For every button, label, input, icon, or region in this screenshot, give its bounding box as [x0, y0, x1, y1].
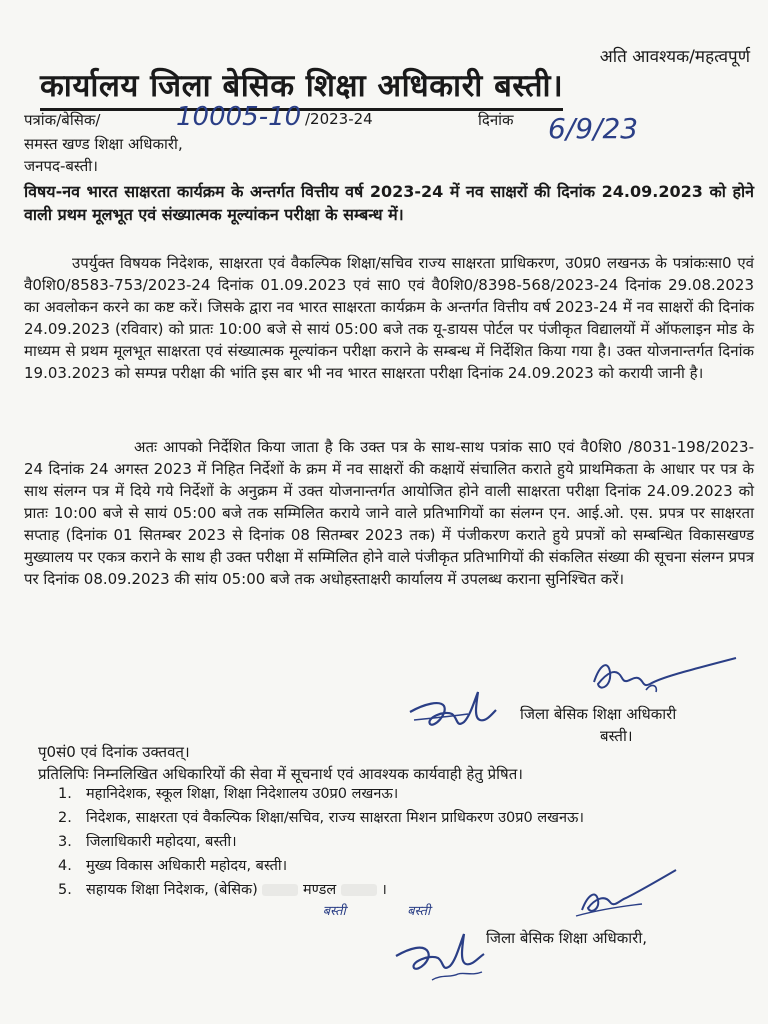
list-item-text: मुख्य विकास अधिकारी महोदय, बस्ती। [86, 858, 288, 874]
list-item-text: निदेशक, साक्षरता एवं वैकल्पिक शिक्षा/सचिव, राज्य साक्षरता मिशन प्राधिकरण उ0प्र0 लखनऊ। [86, 810, 584, 826]
list-item [58, 784, 748, 805]
handwritten-note-1: बस्ती [322, 904, 346, 919]
signatory-title: जिला बेसिक शिक्षा अधिकारी [520, 705, 677, 723]
list-item [58, 832, 748, 853]
list-item-text: सहायक शिक्षा निदेशक, (बेसिक) मण्डल । बस्ती बस्ती [86, 882, 431, 919]
signatory-place: बस्ती। [600, 727, 633, 745]
list-item [58, 808, 748, 829]
initials-signature-icon [572, 866, 682, 922]
list-item-text-tail: मण्डल [303, 882, 337, 898]
officer-signature-icon [404, 684, 504, 740]
list-item-number: 2. [58, 810, 72, 826]
redacted-mark [262, 884, 298, 896]
body-paragraph-1: उपर्युक्त विषयक निदेशक, साक्षरता एवं वैकल्पिक शिक्षा/सचिव राज्य साक्षरता प्राधिकरण, उ0प्र0 लखनऊ के पत्रांकःसा0 एवं वै0शि0/8583-753/2023-24 दिनांक 01.09.2023 एवं सा0 एवं वै0शि0/8398-568/2023-24 दिनांक 29.08.2023 का अवलोकन करने का कष्ट करें। जिसके द्वारा नव भारत साक्षरता कार्यक्रम के अन्तर्गत वित्तीय वर्ष 2023-24 में नव साक्षरों की दिनांक 24.09.2023 (रविवार) को प्रातः 10:00 बजे से सायं 05:00 बजे तक यू-डायस पोर्टल पर पंजीकृत विद्यालयों में ऑफलाइन मोड के माध्यम से प्रथम मूलभूत साक्षरता एवं संख्यात्मक मूल्यांकन परीक्षा कराने के सम्बन्ध में निर्देशित किया गया है। उक्त योजनान्तर्गत दिनांक 19.03.2023 को सम्पन्न परीक्षा की भांति इस बार भी नव भारत साक्षरता परीक्षा दिनांक 24.09.2023 को करायी जानी है। [24, 254, 754, 382]
copy-intro: प्रतिलिपिः निम्नलिखित अधिकारियों की सेवा में सूचनार्थ एवं आवश्यक कार्यवाही हेतु प्रेषित। [38, 765, 523, 783]
list-item-text-main: सहायक शिक्षा निदेशक, (बेसिक) [86, 882, 258, 898]
handwritten-note-2: बस्ती [407, 904, 431, 919]
list-item-number: 4. [58, 858, 72, 874]
body-paragraph-2: अतः आपको निर्देशित किया जाता है कि उक्त पत्र के साथ-साथ पत्रांक सा0 एवं वै0शि0 /8031-198/2023-24 दिनांक 24 अगस्त 2023 में निहित निर्देशों के क्रम में नव साक्षरों की कक्षायें संचालित कराते हुये प्राथमिकता के आधार पर पत्र के साथ संलग्न पत्र में दिये गये निर्देशों के अनुक्रम में उक्त योजनान्तर्गत आयोजित होने वाली साक्षरता परीक्षा दिनांक 24.09.2023 को प्रातः 10:00 बजे से सायं 05:00 बजे तक सम्मिलित कराये जाने वाले प्रतिभागियों का संलग्न एन. आई.ओ. एस. प्रपत्र पर साक्षरता सप्ताह (दिनांक 01 सितम्बर 2023 से दिनांक 08 सितम्बर 2023 तक) में पंजीकरण कराते हुये प्रपत्रों को सम्बन्धित विकासखण्ड मुख्यालय पर एकत्र कराने के साथ ही उक्त परीक्षा में सम्मिलित होने वाले पंजीकृत प्रतिभागियों की संकलित संख्या की सूचना संलग्न प्रपत्र पर दिनांक 08.09.2023 की सांय 05:00 बजे तक अधोहस्ताक्षरी कार्यालय में उपलब्ध कराना सुनिश्चित करें। [24, 438, 754, 588]
copy-signatory-title: जिला बेसिक शिक्षा अधिकारी, [486, 929, 647, 947]
reference-year: /2023-24 [305, 110, 373, 128]
officer-signature-icon [388, 924, 498, 988]
reference-number-handwritten: 10005-10 [176, 102, 302, 132]
list-item-number: 5. [58, 882, 72, 898]
list-item-number: 1. [58, 786, 72, 802]
addressee-line2: जनपद-बस्ती। [24, 157, 98, 175]
urgent-label: अति आवश्यक/महत्वपूर्ण [599, 47, 750, 67]
redacted-mark [341, 884, 377, 896]
date-handwritten: 6/9/23 [548, 112, 639, 145]
list-item-number: 3. [58, 834, 72, 850]
list-item-text: जिलाधिकारी महोदया, बस्ती। [86, 834, 237, 850]
initials-signature-icon [586, 652, 746, 700]
copy-reference-line: पृ0सं0 एवं दिनांक उक्तवत्। [38, 743, 190, 761]
list-item-text: महानिदेशक, स्कूल शिक्षा, शिक्षा निदेशालय उ0प्र0 लखनऊ। [86, 786, 399, 802]
subject: विषय-नव भारत साक्षरता कार्यक्रम के अन्तर्गत वित्तीय वर्ष 2023-24 में नव साक्षरों की दिनांक 24.09.2023 को होने वाली प्रथम मूलभूत एवं संख्यात्मक मूल्यांकन परीक्षा के सम्बन्ध में। [24, 182, 754, 224]
reference-prefix: पत्रांक/बेसिक/ [24, 111, 101, 129]
office-title: कार्यालय जिला बेसिक शिक्षा अधिकारी बस्ती। [40, 64, 563, 111]
date-label: दिनांक [478, 111, 514, 129]
addressee-line1: समस्त खण्ड शिक्षा अधिकारी, [24, 135, 183, 153]
